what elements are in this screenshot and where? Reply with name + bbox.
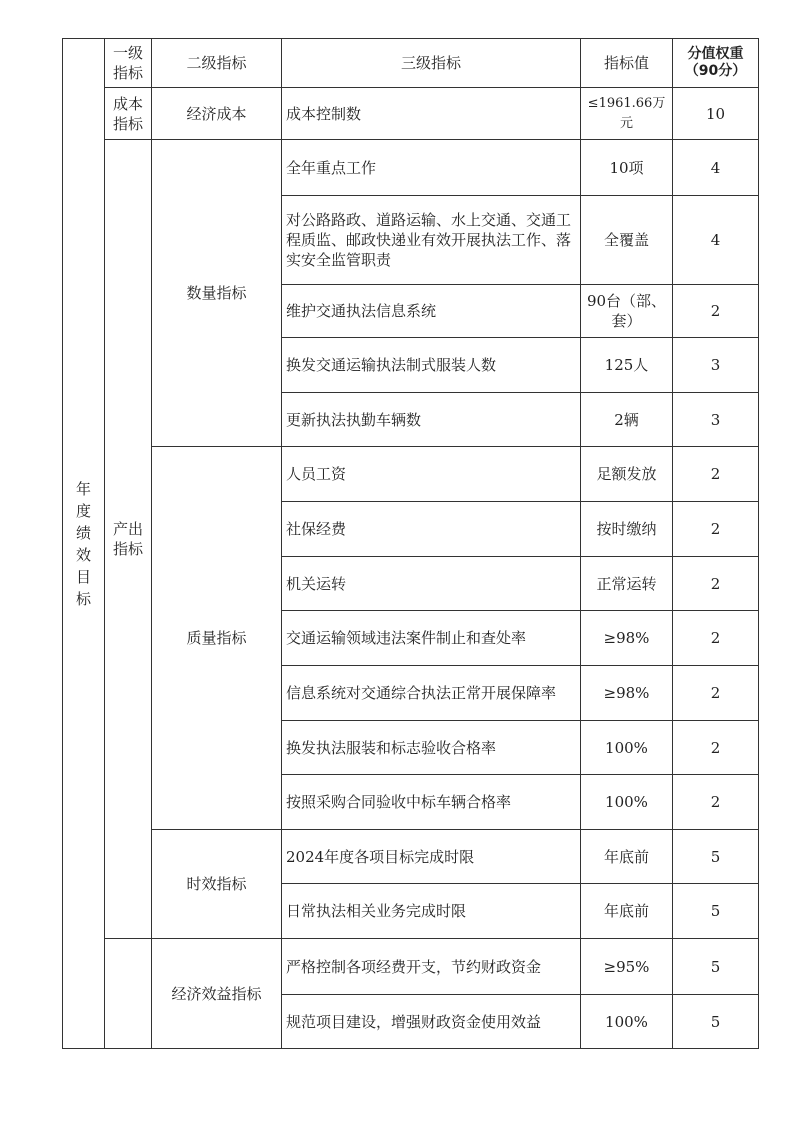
table-row-value: 按时缴纳 <box>581 502 673 557</box>
performance-target-table <box>62 38 759 1049</box>
table-row-weight: 2 <box>673 502 759 557</box>
table-row-name: 2024年度各项目标完成时限 <box>282 830 581 884</box>
header-weight: 分值权重 （90分） <box>673 39 759 88</box>
timeliness-label: 时效指标 <box>152 830 282 939</box>
table-row-name: 全年重点工作 <box>282 140 581 196</box>
table-row-name: 更新执法执勤车辆数 <box>282 393 581 447</box>
table-row-weight: 2 <box>673 775 759 830</box>
table-row-weight: 2 <box>673 557 759 611</box>
table-row-value: 正常运转 <box>581 557 673 611</box>
quality-label: 质量指标 <box>152 447 282 830</box>
table-row-name: 规范项目建设，增强财政资金使用效益 <box>282 995 581 1049</box>
table-row-weight: 5 <box>673 995 759 1049</box>
table-row-name: 对公路路政、道路运输、水上交通、交通工程质监、邮政快递业有效开展执法工作、落实安全监管职责 <box>282 196 581 285</box>
table-row-weight: 5 <box>673 939 759 995</box>
table-row-name: 社保经费 <box>282 502 581 557</box>
table-row-value: 100% <box>581 721 673 775</box>
table-row-value: 100% <box>581 995 673 1049</box>
table-row-name: 换发执法服装和标志验收合格率 <box>282 721 581 775</box>
cost-level2: 经济成本 <box>152 88 282 140</box>
table-row-weight: 3 <box>673 338 759 393</box>
table-row-name: 换发交通运输执法制式服装人数 <box>282 338 581 393</box>
table-row-value: 足额发放 <box>581 447 673 502</box>
table-row-weight: 2 <box>673 447 759 502</box>
quantity-label: 数量指标 <box>152 140 282 447</box>
table-row-name: 按照采购合同验收中标车辆合格率 <box>282 775 581 830</box>
benefit-level1 <box>105 939 152 1049</box>
table-row-weight: 2 <box>673 285 759 338</box>
table-row-name: 日常执法相关业务完成时限 <box>282 884 581 939</box>
cost-value: ≤1961.66万元 <box>581 88 673 140</box>
table-row-value: 90台（部、套） <box>581 285 673 338</box>
table-row-value: ≥95% <box>581 939 673 995</box>
table-row-value: 年底前 <box>581 884 673 939</box>
cost-level3: 成本控制数 <box>282 88 581 140</box>
table-row-weight: 2 <box>673 611 759 666</box>
table-row-value: 年底前 <box>581 830 673 884</box>
table-row-value: 2辆 <box>581 393 673 447</box>
table-row-weight: 5 <box>673 830 759 884</box>
header-value: 指标值 <box>581 39 673 88</box>
table-row-weight: 2 <box>673 666 759 721</box>
header-level2: 二级指标 <box>152 39 282 88</box>
table-row-name: 人员工资 <box>282 447 581 502</box>
table-row-value: ≥98% <box>581 666 673 721</box>
header-level1: 一级 指标 <box>105 39 152 88</box>
table-row-name: 交通运输领域违法案件制止和查处率 <box>282 611 581 666</box>
outer-label-cell: 年 度 绩 效 目 标 <box>63 39 105 1049</box>
table-row-name: 机关运转 <box>282 557 581 611</box>
table-row-weight: 2 <box>673 721 759 775</box>
table-row-name: 信息系统对交通综合执法正常开展保障率 <box>282 666 581 721</box>
output-level1: 产出 指标 <box>105 140 152 939</box>
table-row-weight: 3 <box>673 393 759 447</box>
table-row-value: 100% <box>581 775 673 830</box>
header-level3: 三级指标 <box>282 39 581 88</box>
table-row-name: 维护交通执法信息系统 <box>282 285 581 338</box>
economic-benefit-label: 经济效益指标 <box>152 939 282 1049</box>
table-row-weight: 4 <box>673 140 759 196</box>
table-row-value: 全覆盖 <box>581 196 673 285</box>
table-row-value: 125人 <box>581 338 673 393</box>
table-row-value: ≥98% <box>581 611 673 666</box>
cost-weight: 10 <box>673 88 759 140</box>
table-row-name: 严格控制各项经费开支，节约财政资金 <box>282 939 581 995</box>
table-row-weight: 5 <box>673 884 759 939</box>
cost-level1: 成本 指标 <box>105 88 152 140</box>
table-row-value: 10项 <box>581 140 673 196</box>
table-row-weight: 4 <box>673 196 759 285</box>
